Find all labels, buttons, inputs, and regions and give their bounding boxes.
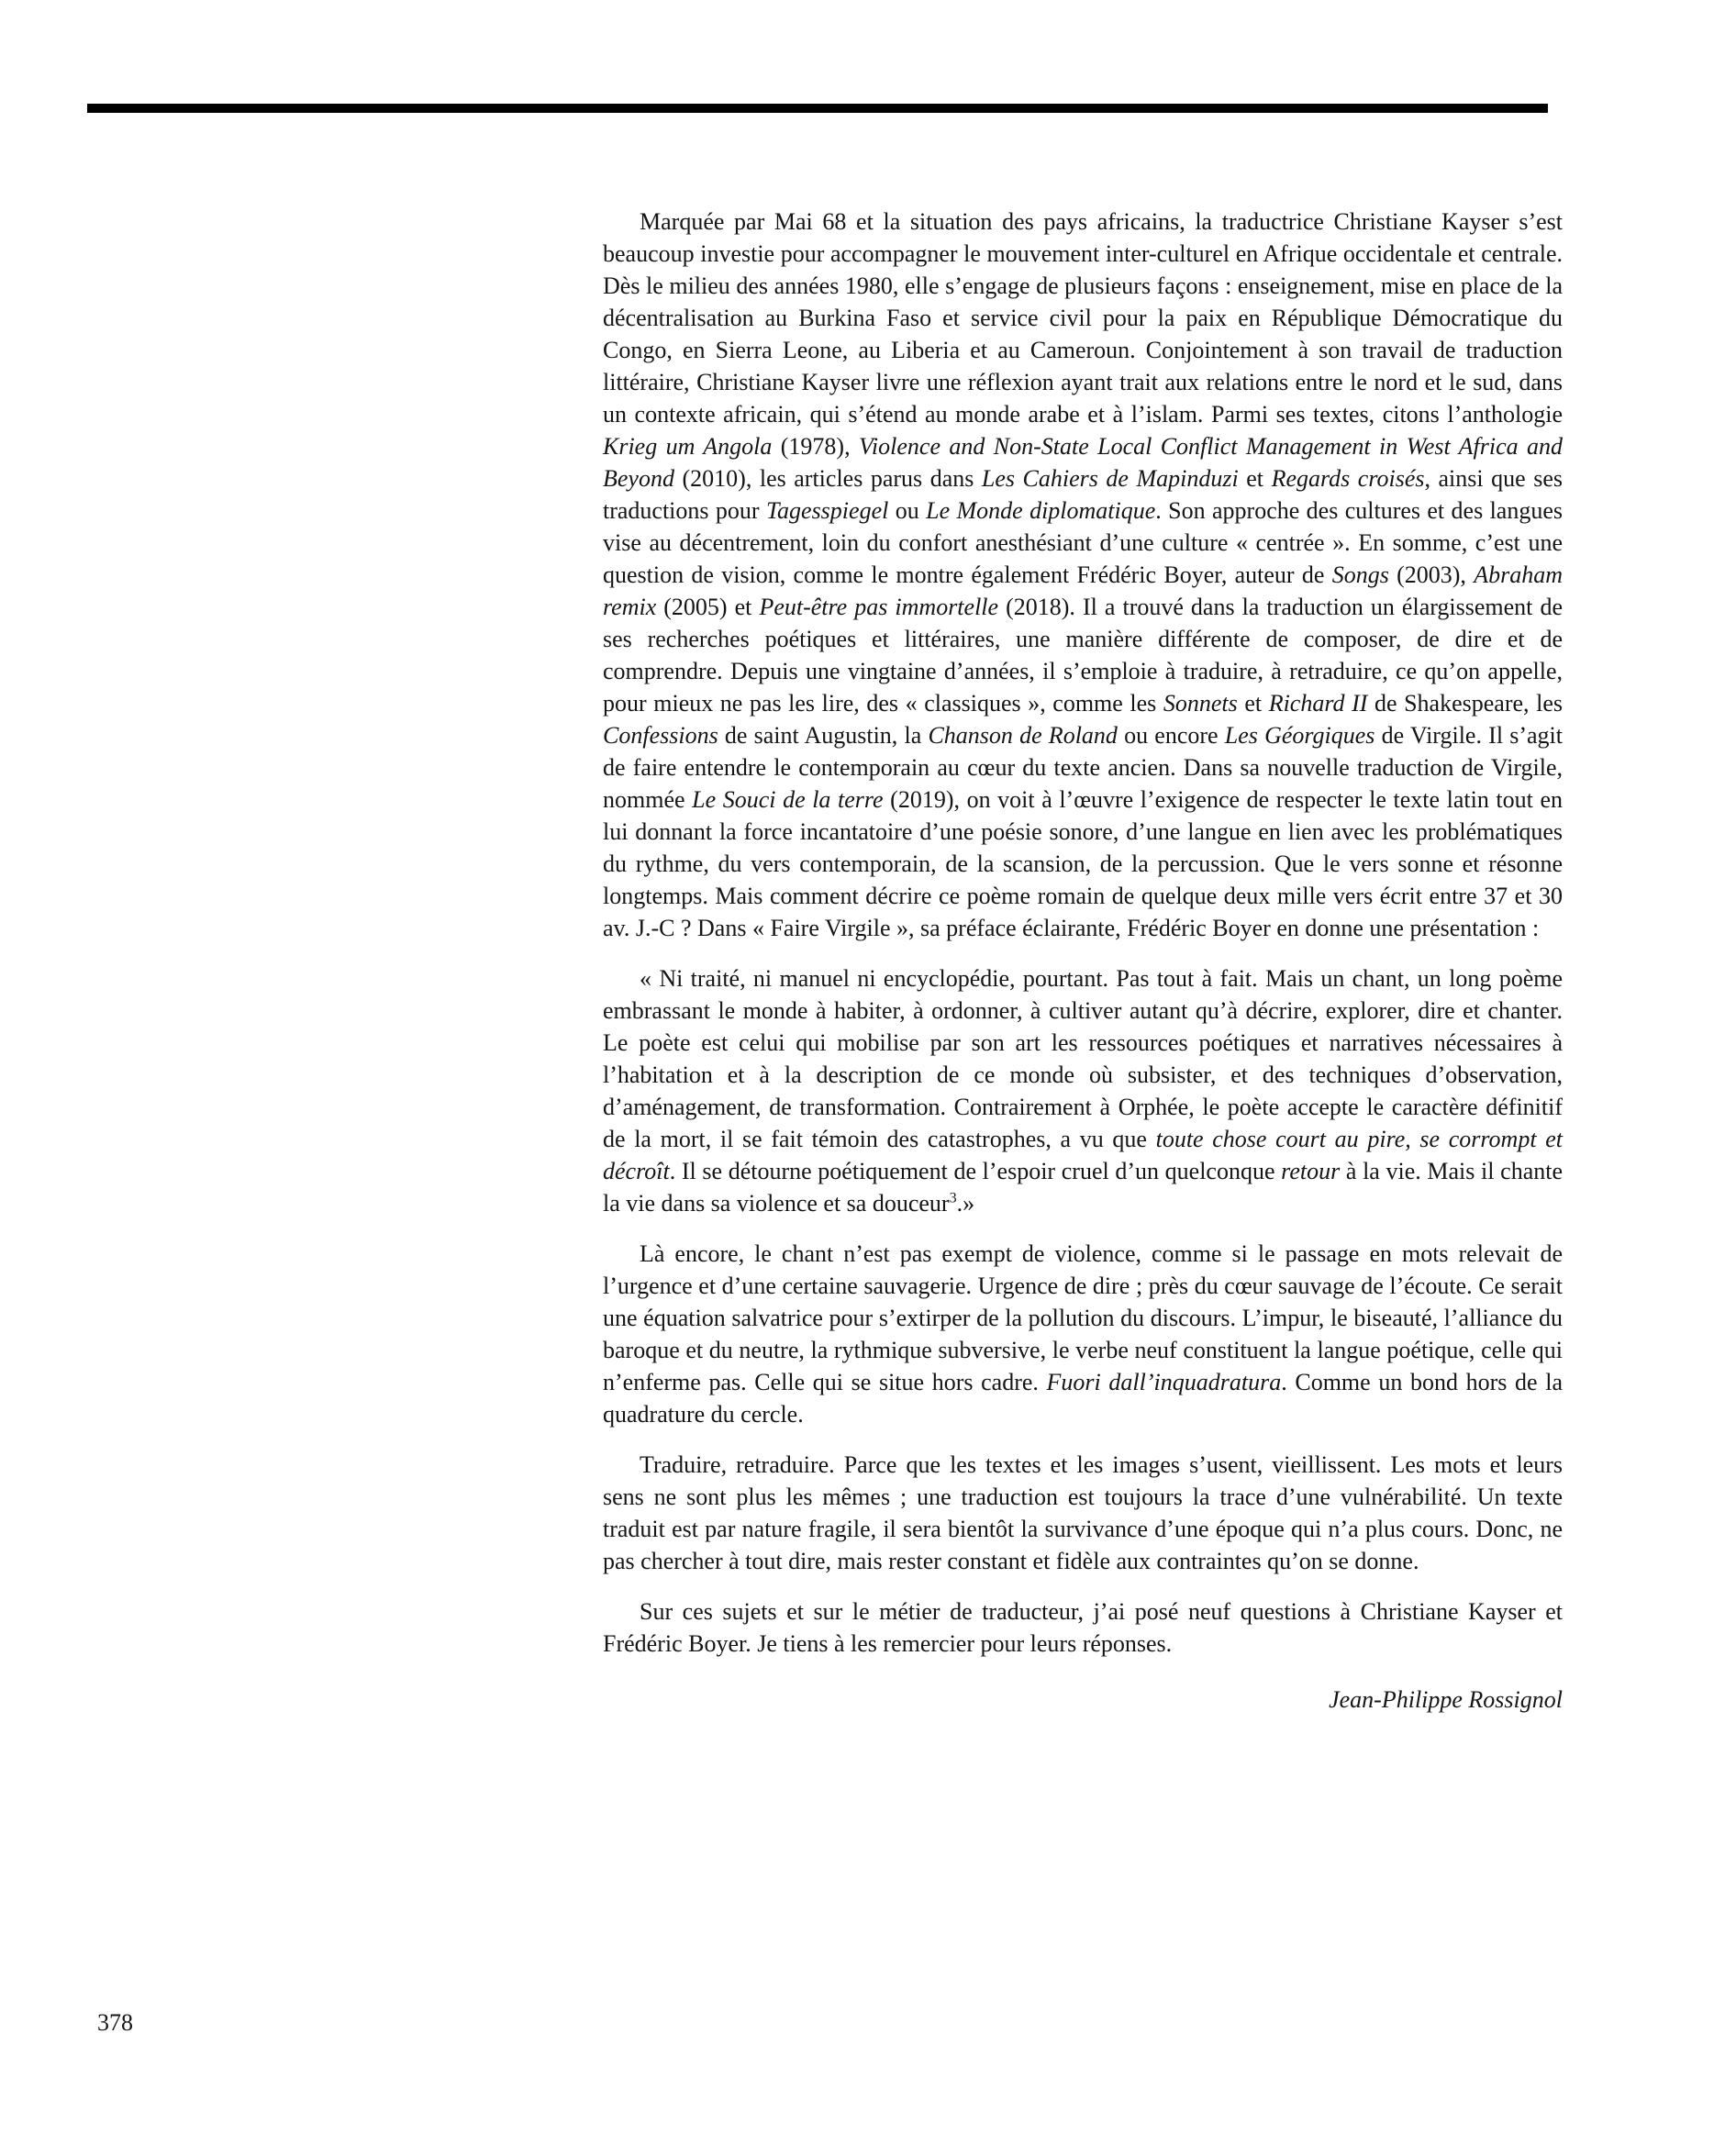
text-run: ou (888, 497, 927, 524)
italic-run: Richard II (1268, 690, 1368, 717)
italic-run: retour (1281, 1158, 1341, 1184)
italic-run: Peut-être pas immortelle (759, 594, 999, 620)
text-run: Traduire, retraduire. Parce que les textes et les images s’usent, vieillissent. Les mots et leurs sens ne sont plus les mêmes ; une traduction est toujours la trace d’une vulnérabilité. Un texte traduit est par nature fragile, il sera bientôt la survivance d’une époque qui n’a plus cours. Donc, ne pas chercher à tout dire, mais rester constant et fidèle aux contraintes qu’on se donne. (603, 1451, 1563, 1574)
text-run: de Virgile. Il s’agit de faire entendre le contemporain au cœur du texte ancien. Dans sa nouvelle traduction de Virgile, nommée (603, 722, 1563, 813)
text-run: .» (956, 1190, 975, 1217)
text-run: . Comme un bond hors de la quadrature du cercle. (603, 1369, 1563, 1428)
italic-run: Chanson de Roland (928, 722, 1118, 749)
text-run: à la vie. Mais il chante la vie dans sa violence et sa douceur (603, 1158, 1563, 1217)
text-run: « Ni traité, ni manuel ni encyclopédie, pourtant. Pas tout à fait. Mais un chant, un long poème embrassant le monde à habiter, à ordonner, à cultiver autant qu’à décrire, explorer, dire et chanter. Le poète est celui qui mobilise par son art les ressources poétiques et narratives nécessaires à l’habitation et à la description de ce monde où subsister, et des techniques d’observation, d’aménagement, de transformation. Contrairement à Orphée, le poète accepte le caractère définitif de la mort, il se fait témoin des catastrophes, a vu que (603, 965, 1563, 1152)
italic-run: Confessions (603, 722, 718, 749)
italic-run: Sonnets (1163, 690, 1238, 717)
italic-run: Fuori dall’inquadratura (1046, 1369, 1282, 1395)
text-run: . Son approche des cultures et des langues vise au décentrement, loin du confort anesthésiant d’une culture « centrée ». En somme, c’est une question de vision, comme le montre également Frédéric Boyer, auteur de (603, 497, 1563, 588)
italic-run: Le Souci de la terre (692, 786, 884, 813)
body-paragraph-3 (603, 1238, 1563, 1430)
italic-run: Regards croisés (1271, 465, 1425, 492)
text-run: . Il se détourne poétiquement de l’espoir cruel d’un quelconque (669, 1158, 1282, 1184)
body-paragraph-2 (603, 962, 1563, 1219)
text-run: (2010), les articles parus dans (673, 465, 982, 492)
text-run: Marquée par Mai 68 et la situation des pays africains, la traductrice Christiane Kayser s’est beaucoup investie pour accompagner le mouvement inter-culturel en Afrique occidentale et centrale. Dès le milieu des années 1980, elle s’engage de plusieurs façons : enseignement, mise en place de la décentralisation au Burkina Faso et service civil pour la paix en République Démocratique du Congo, en Sierra Leone, au Liberia et au Cameroun. Conjointement à son travail de traduction littéraire, Christiane Kayser livre une réflexion ayant trait aux relations entre le nord et le sud, dans un contexte africain, qui s’étend au monde arabe et à l’islam. Parmi ses textes, citons l’anthologie (603, 208, 1563, 428)
text-run: de Shakespeare, les (1367, 690, 1563, 717)
text-run: ou encore (1117, 722, 1225, 749)
text-run: (2019), on voit à l’œuvre l’exigence de respecter le texte latin tout en lui donnant la force incantatoire d’une poésie sonore, d’une langue en lien avec les problématiques du rythme, du vers contemporain, de la scansion, de la percussion. Que le vers sonne et résonne longtemps. Mais comment décrire ce poème romain de quelque deux mille vers écrit entre 37 et 30 av. J.-C ? Dans « Faire Virgile », sa préface éclairante, Frédéric Boyer en donne une présentation : (603, 786, 1564, 941)
italic-run: Songs (1331, 561, 1389, 588)
italic-run: Violence and Non-State Local Conflict Management in West Africa and Beyond (603, 433, 1563, 492)
text-run: (1978), (772, 433, 859, 460)
footnote-ref: 3 (949, 1190, 957, 1206)
italic-run: Le Monde diplomatique (926, 497, 1156, 524)
paragraphs-container (603, 206, 1563, 1660)
body-paragraph-1 (603, 206, 1563, 944)
page-number: 378 (97, 2009, 133, 2036)
italic-run: toute chose court au pire, se corrompt et décroît (603, 1126, 1563, 1184)
text-run: et (1238, 465, 1272, 492)
text-run: (2018). Il a trouvé dans la traduction un élargissement de ses recherches poétiques et littéraires, une manière différente de composer, de dire et de comprendre. Depuis une vingtaine d’années, il s’emploie à traduire, à retraduire, ce qu’on appelle, pour mieux ne pas les lire, des « classiques », comme les (603, 594, 1563, 717)
italic-run: Krieg um Angola (603, 433, 773, 460)
text-run: , ainsi que ses traductions pour (603, 465, 1563, 524)
body-paragraph-4 (603, 1449, 1563, 1577)
text-run: (2003), (1388, 561, 1475, 588)
text-run: Là encore, le chant n’est pas exempt de violence, comme si le passage en mots relevait de l’urgence et d’une certaine sauvagerie. Urgence de dire ; près du cœur sauvage de l’écoute. Ce serait une équation salvatrice pour s’extirper de la pollution du discours. L’impur, le biseauté, l’alliance du baroque et du neutre, la rythmique subversive, le verbe neuf constituent la langue poétique, celle qui n’enferme pas. Celle qui se situe hors cadre. (603, 1240, 1563, 1395)
italic-run: Abraham remix (603, 561, 1563, 620)
top-rule (87, 104, 1548, 113)
text-run: et (1237, 690, 1269, 717)
body-paragraph-5 (603, 1595, 1563, 1660)
article-body (603, 206, 1563, 1716)
italic-run: Tagesspiegel (765, 497, 889, 524)
italic-run: Les Cahiers de Mapinduzi (981, 465, 1239, 492)
text-run: (2005) et (656, 594, 760, 620)
text-run: de saint Augustin, la (718, 722, 929, 749)
text-run: Sur ces sujets et sur le métier de traducteur, j’ai posé neuf questions à Christiane Kayser et Frédéric Boyer. Je tiens à les remercier pour leurs réponses. (603, 1598, 1563, 1657)
italic-run: Les Géorgiques (1224, 722, 1375, 749)
author-signature: Jean-Philippe Rossignol (1329, 1686, 1563, 1713)
